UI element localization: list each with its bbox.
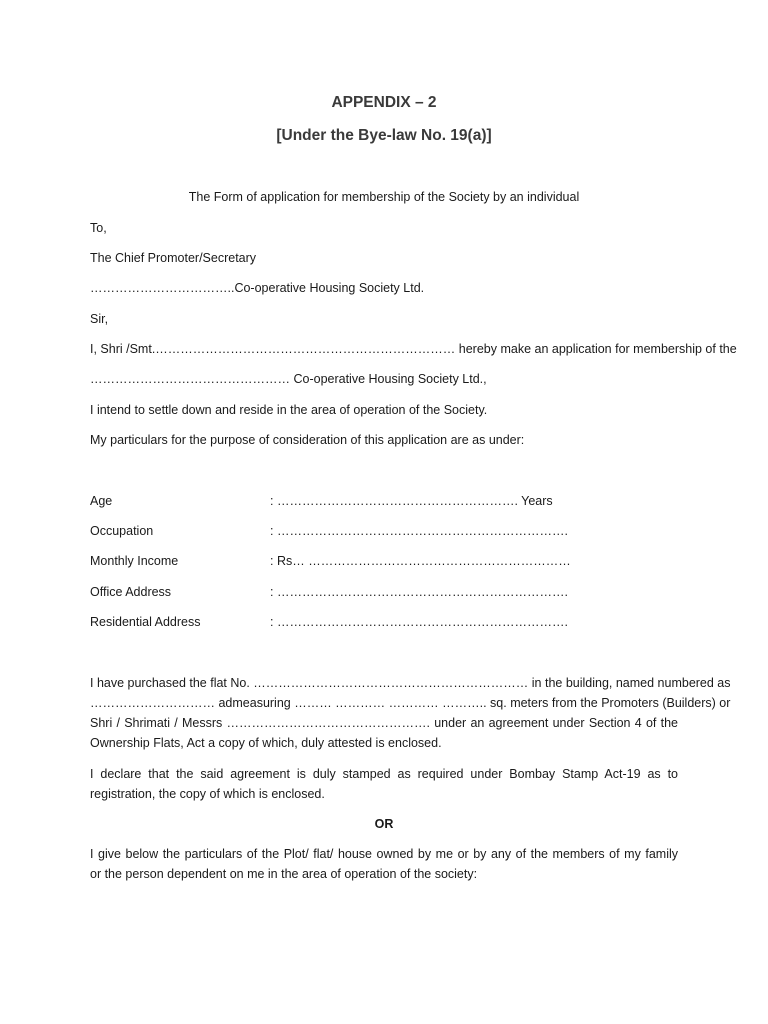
or-separator: OR bbox=[374, 817, 394, 831]
occupation-label: Occupation bbox=[90, 524, 154, 538]
addressee: The Chief Promoter/Secretary bbox=[90, 251, 257, 265]
plot-line-1: I give below the particulars of the Plot/ flat/ house owned by me or by any of the members of my family bbox=[90, 847, 678, 861]
form-intro: The Form of application for membership of the Society by an individual bbox=[188, 190, 580, 204]
plot-line-2: or the person dependent on me in the area of operation of the society: bbox=[90, 867, 478, 881]
society-line: ………………………………………… Co-operative Housing Society Ltd., bbox=[90, 372, 487, 386]
purchase-line-4: Ownership Flats, Act a copy of which, duly attested is enclosed. bbox=[90, 736, 442, 750]
purchase-line-1: I have purchased the flat No. ………………………………………………………… in the building, named numbered as bbox=[90, 676, 731, 690]
byelaw-subtitle: [Under the Bye-law No. 19(a)] bbox=[276, 127, 492, 144]
monthly-income-field: : Rs… ……………………………………………………… bbox=[270, 554, 571, 568]
declaration-line-2: registration, the copy of which is enclosed. bbox=[90, 787, 325, 801]
residential-address-label: Residential Address bbox=[90, 615, 201, 629]
applicant-name-line: I, Shri /Smt.……………………………………………………………… hereby make an application for membership of the bbox=[90, 342, 737, 356]
purchase-line-3: Shri / Shrimati / Messrs …………………………………………. under an agreement under Section 4 of the bbox=[90, 716, 678, 730]
society-name-line: ……………………………..Co-operative Housing Society Ltd. bbox=[90, 281, 425, 295]
purchase-line-2: ………………………… admeasuring ……… ………… ………… ……….. sq. meters from the Promoters (Builders) or bbox=[90, 696, 731, 710]
occupation-field: : ……………………………………………………………. bbox=[270, 524, 568, 538]
intent-statement: I intend to settle down and reside in the area of operation of the Society. bbox=[90, 403, 488, 417]
residential-address-field: : ……………………………………………………………. bbox=[270, 615, 568, 629]
monthly-income-label: Monthly Income bbox=[90, 554, 179, 568]
office-address-field: : ……………………………………………………………. bbox=[270, 585, 568, 599]
age-field: : …………………………………………………. Years bbox=[270, 494, 553, 508]
particulars-intro: My particulars for the purpose of consideration of this application are as under: bbox=[90, 433, 525, 447]
office-address-label: Office Address bbox=[90, 585, 172, 599]
salutation-to: To, bbox=[90, 221, 107, 235]
appendix-title: APPENDIX – 2 bbox=[331, 94, 437, 111]
salutation-sir: Sir, bbox=[90, 312, 109, 326]
age-label: Age bbox=[90, 494, 113, 508]
declaration-line-1: I declare that the said agreement is duly stamped as required under Bombay Stamp Act-19 as to bbox=[90, 767, 678, 781]
